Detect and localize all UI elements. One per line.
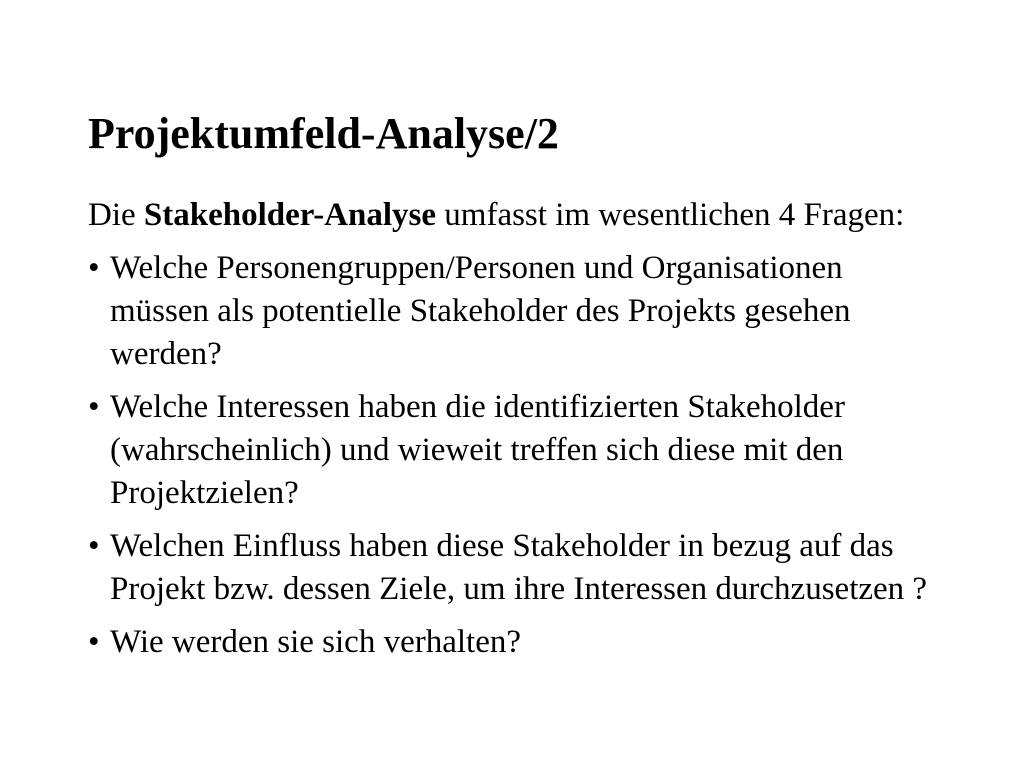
intro-prefix: Die [88, 197, 144, 233]
bullet-icon: • [88, 528, 100, 564]
list-item-text: Welche Interessen haben die identifizierten Stakeholder (wahrscheinlich) und wieweit treffen sich diese mit den Projektzielen? [110, 389, 845, 511]
list-item [88, 621, 938, 664]
intro-bold-term: Stakeholder-Analyse [143, 197, 437, 233]
slide-title: Projektumfeld-Analyse/2 [88, 109, 559, 158]
list-item [88, 247, 938, 376]
list-item-text: Welchen Einfluss haben diese Stakeholder in bezug auf das Projekt bzw. dessen Ziele, um ihre Interessen durchzusetzen ? [110, 528, 928, 607]
bullet-icon: • [88, 624, 100, 660]
list-item [88, 525, 938, 611]
bullet-icon: • [88, 389, 100, 425]
list-item-text: Wie werden sie sich verhalten? [110, 624, 521, 660]
bullet-icon: • [88, 250, 100, 286]
list-item-text: Welche Personengruppen/Personen und Organisationen müssen als potentielle Stakeholder des Projekts gesehen werden? [110, 250, 851, 372]
question-list [88, 247, 938, 664]
list-item [88, 386, 938, 515]
intro-suffix: umfasst im wesentlichen 4 Fragen: [436, 197, 905, 233]
slide-body [88, 194, 938, 674]
intro-paragraph [88, 194, 938, 237]
